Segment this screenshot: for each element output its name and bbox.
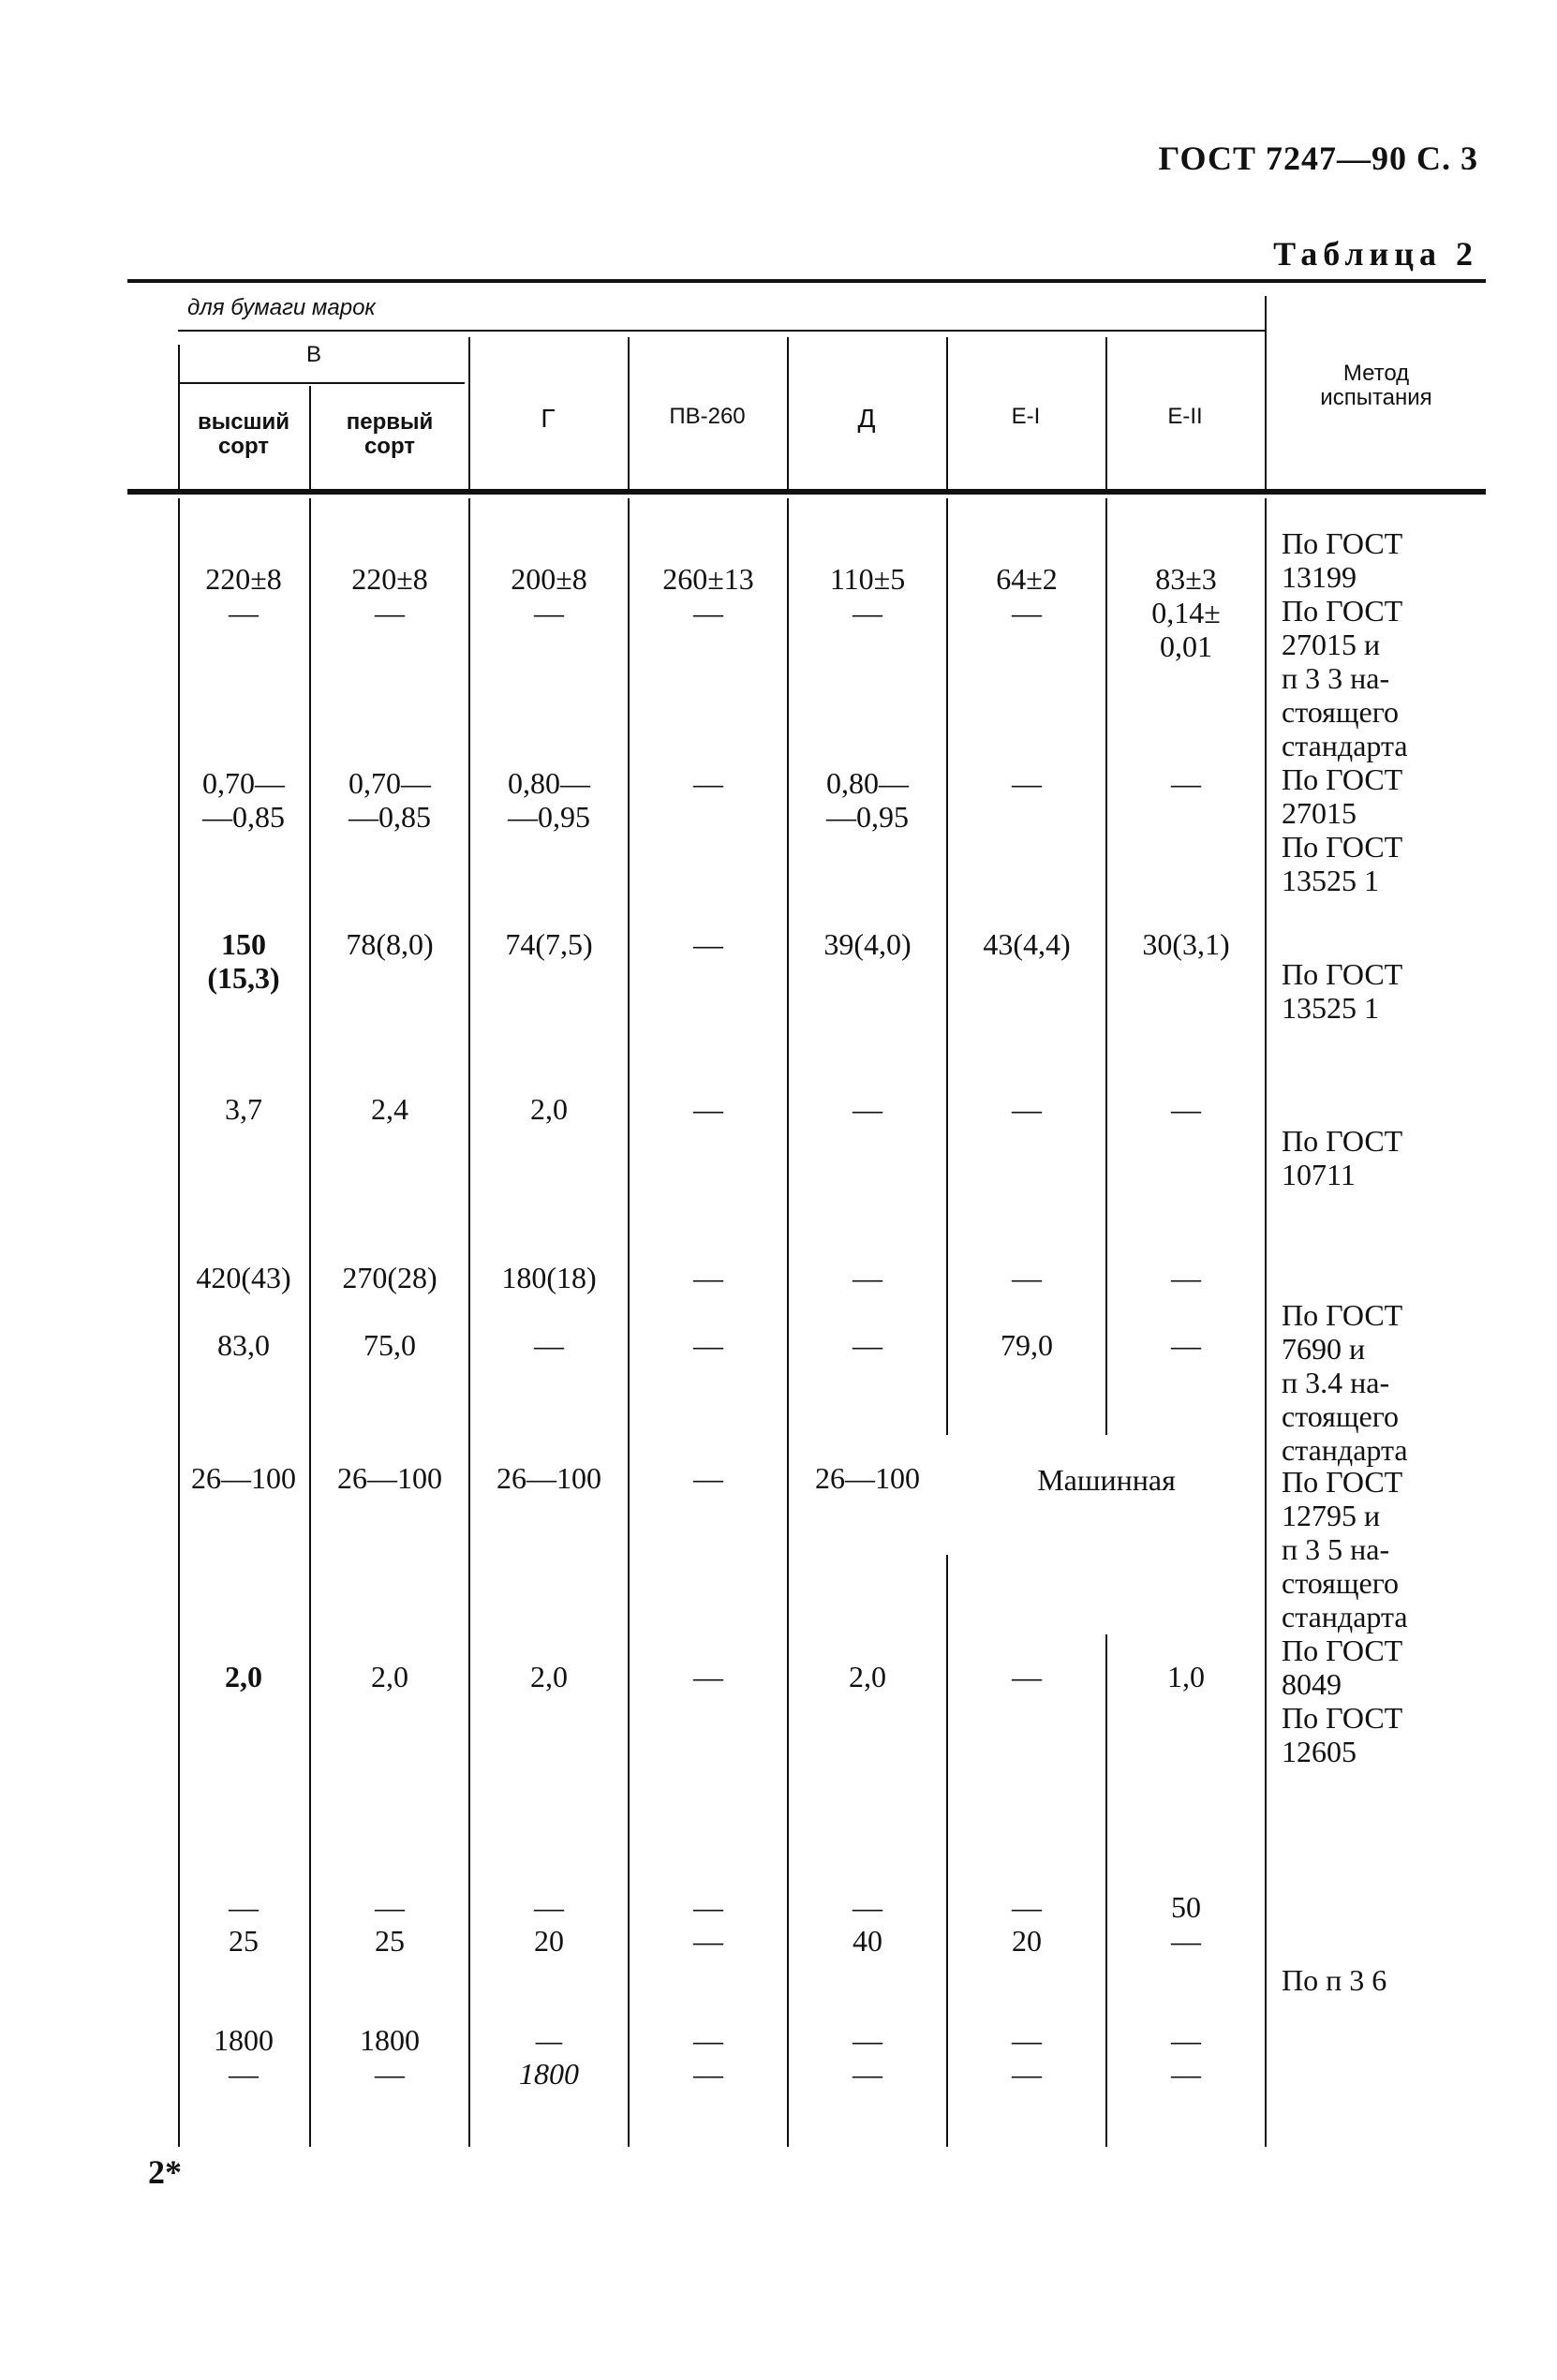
table-cell: — 25 <box>375 1890 405 1958</box>
table-cell: — <box>1012 1261 1042 1294</box>
table-caption: Таблица 2 <box>1273 235 1478 273</box>
table-cell: — <box>534 1328 564 1362</box>
group-header-label: для бумаги марок <box>187 295 376 320</box>
table-cell: 83,0 <box>217 1328 270 1362</box>
table-cell: 83±3 0,14± 0,01 <box>1151 562 1221 663</box>
table-cell: — <box>853 1261 882 1294</box>
method-cell: По ГОСТ 13199 <box>1282 526 1403 594</box>
table-cell: 0,80— —0,95 <box>508 766 590 834</box>
table-cell: 260±13 — <box>662 562 754 629</box>
table-cell: 30(3,1) <box>1142 927 1230 961</box>
table-cell: 150 (15,3) <box>207 927 280 995</box>
table-cell: 220±8 — <box>351 562 428 629</box>
table-cell: — <box>1012 1660 1042 1693</box>
table-top-rule <box>127 279 1486 283</box>
v-subheader-rule <box>178 382 465 384</box>
column-header-v: В <box>305 342 321 367</box>
table-cell: 1,0 <box>1167 1660 1205 1693</box>
method-cell: По п 3 6 <box>1282 1963 1387 1997</box>
table-cell: — <box>1171 766 1201 800</box>
table-cell: — <box>693 1261 723 1294</box>
table-cell: — <box>1171 1328 1201 1362</box>
table-cell: 26—100 <box>337 1461 442 1495</box>
table-cell: 200±8 — <box>511 562 587 629</box>
table-cell: 180(18) <box>501 1261 597 1294</box>
table-cell: — <box>693 1328 723 1362</box>
table-cell: — — <box>1171 2023 1201 2091</box>
table-cell: — <box>853 1092 882 1126</box>
table-cell: 3,7 <box>225 1092 262 1126</box>
method-cell: По ГОСТ 27015 и п 3 3 на- стоящего стандарта <box>1282 594 1408 762</box>
table-cell: — 1800 <box>519 2023 579 2091</box>
table-cell: — <box>693 927 723 961</box>
table-cell: — 20 <box>534 1890 564 1958</box>
table-cell: — — <box>693 2023 723 2091</box>
table-cell: 74(7,5) <box>505 927 593 961</box>
table-cell: 64±2 — <box>996 562 1058 629</box>
table-cell: — <box>693 1461 723 1495</box>
table-cell: — <box>1171 1261 1201 1294</box>
table-cell: — <box>693 1660 723 1693</box>
table-cell-merged: Машинная <box>1037 1463 1176 1497</box>
table-cell: 0,80— —0,95 <box>826 766 909 834</box>
group-header-rule <box>178 330 1265 332</box>
table-cell: 1800 — <box>214 2023 274 2091</box>
table-cell: 2,0 <box>530 1092 568 1126</box>
table-cell: — 25 <box>229 1890 259 1958</box>
table-cell: 2,0 <box>225 1660 262 1693</box>
table-cell: 420(43) <box>196 1261 291 1294</box>
method-cell: По ГОСТ 13525 1 <box>1282 830 1403 897</box>
table-cell: 78(8,0) <box>346 927 434 961</box>
column-header-v-top: высший сорт <box>197 409 290 460</box>
method-cell: По ГОСТ 12795 и п 3 5 на- стоящего стандарта <box>1282 1465 1408 1633</box>
table-cell: 270(28) <box>342 1261 437 1294</box>
method-cell: По ГОСТ 8049 <box>1282 1633 1403 1701</box>
table-cell: 2,4 <box>371 1092 408 1126</box>
column-header-v-first: первый сорт <box>346 409 434 460</box>
table-cell: — — <box>853 2023 882 2091</box>
table-cell: 2,0 <box>371 1660 408 1693</box>
table-cell: 79,0 <box>1001 1328 1053 1362</box>
table-cell: — <box>693 1092 723 1126</box>
table-cell: 2,0 <box>849 1660 886 1693</box>
table-cell: 43(4,4) <box>983 927 1071 961</box>
table-cell: 220±8 — <box>205 562 282 629</box>
column-header-g: Г <box>541 404 556 433</box>
header-bottom-rule <box>127 489 1486 495</box>
document-header: ГОСТ 7247—90 С. 3 <box>1158 140 1478 177</box>
body-line-5a <box>946 498 948 1435</box>
column-header-pv260: ПВ-260 <box>669 404 746 429</box>
column-header-method: Метод испытания <box>1320 361 1432 411</box>
table-cell: 50 — <box>1171 1890 1201 1958</box>
table-cell: 1800 — <box>360 2023 420 2091</box>
page-footnote: 2* <box>148 2153 182 2191</box>
table-cell: — <box>1012 766 1042 800</box>
table-cell: 26—100 <box>497 1461 601 1495</box>
table-cell: — 20 <box>1012 1890 1042 1958</box>
table-cell: 75,0 <box>363 1328 416 1362</box>
table-cell: 39(4,0) <box>823 927 912 961</box>
method-cell: По ГОСТ 7690 и п 3.4 на- стоящего стандарта <box>1282 1298 1408 1467</box>
body-line-method <box>1265 498 1267 2147</box>
table-cell: 0,70— —0,85 <box>202 766 285 834</box>
table-cell: — — <box>693 1890 723 1958</box>
column-header-e1: Е-I <box>1011 404 1041 429</box>
method-cell: По ГОСТ 27015 <box>1282 762 1403 830</box>
method-cell: По ГОСТ 13525 1 <box>1282 957 1403 1025</box>
table-cell: — <box>853 1328 882 1362</box>
table-cell: — — <box>1012 2023 1042 2091</box>
column-header-e2: Е-II <box>1167 404 1203 429</box>
table-cell: — <box>1012 1092 1042 1126</box>
table-cell: — 40 <box>853 1890 882 1958</box>
method-cell: По ГОСТ 10711 <box>1282 1124 1403 1191</box>
table-cell: 26—100 <box>815 1461 920 1495</box>
column-header-d: Д <box>857 404 876 433</box>
table-cell: 110±5 — <box>829 562 906 629</box>
table-cell: 2,0 <box>530 1660 568 1693</box>
method-cell: По ГОСТ 12605 <box>1282 1701 1403 1768</box>
table-cell: — <box>693 766 723 800</box>
table-cell: 0,70— —0,85 <box>348 766 431 834</box>
table-cell: — <box>1171 1092 1201 1126</box>
table-cell: 26—100 <box>191 1461 296 1495</box>
